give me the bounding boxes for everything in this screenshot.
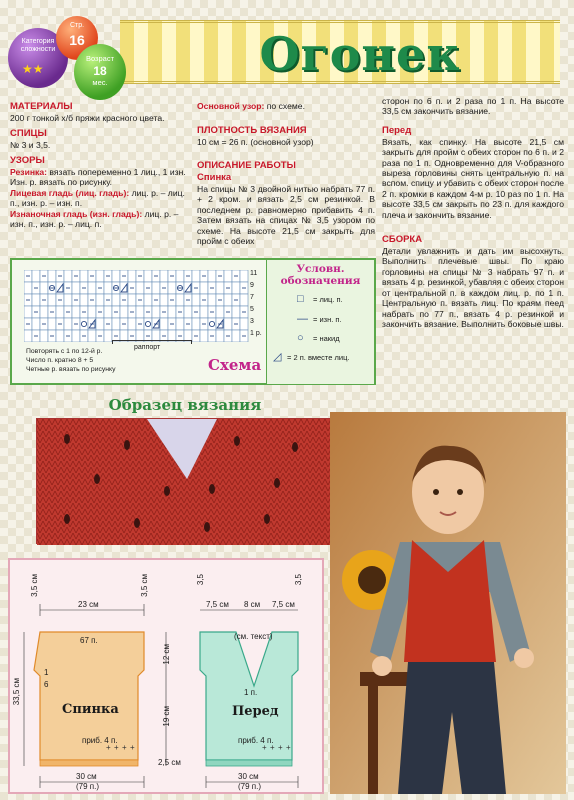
chart-cell — [128, 294, 136, 306]
svg-text:+: + — [122, 743, 127, 752]
needles-text: № 3 и 3,5. — [10, 139, 51, 150]
chart-cell — [88, 282, 96, 294]
back-inc: приб. 4 п. — [82, 736, 118, 745]
legend-item — [297, 332, 366, 345]
schematics-box — [8, 558, 324, 794]
chart-cell — [176, 270, 184, 282]
chart-cell — [240, 294, 248, 306]
back-dec-1: 1 — [44, 668, 49, 677]
rib-text: вязать попеременно 1 лиц., 1 изн. Изн. р. вязать по рисунку. — [10, 166, 186, 188]
chart-cell — [240, 318, 248, 330]
age-label: Возраст — [85, 54, 115, 63]
row-num: 7 — [250, 294, 254, 301]
chart-cell — [24, 282, 32, 294]
chart-cell — [136, 282, 144, 294]
swatch-photo — [36, 418, 332, 544]
note-2: Число п. кратно 8 + 5 — [26, 356, 94, 364]
chart-cell — [32, 270, 40, 282]
chart-cell — [64, 270, 72, 282]
chart-cell — [160, 294, 168, 306]
chart-cell — [192, 318, 200, 330]
chart-cell — [128, 318, 136, 330]
difficulty-stars: ★★ — [22, 62, 44, 76]
back-bottom-sts: (79 п.) — [76, 782, 100, 791]
back-heading: Спинка — [197, 172, 232, 184]
assembly-heading: СБОРКА — [382, 234, 423, 246]
knitting-chart — [24, 270, 264, 342]
chart-cell — [40, 282, 48, 294]
chart-cell — [72, 282, 80, 294]
back-label: Спинка — [62, 702, 119, 717]
front-neck-width: 8 см — [244, 600, 261, 609]
swatch-texture — [37, 419, 333, 545]
chart-cell — [96, 318, 104, 330]
yarn-over-icon: ○ — [297, 331, 304, 344]
row-num: 3 — [250, 318, 254, 325]
svg-text:+: + — [262, 743, 267, 752]
main-text: по схеме. — [266, 101, 305, 111]
svg-text:+: + — [106, 743, 111, 752]
back-rib — [40, 760, 138, 766]
chart-cell — [64, 318, 72, 330]
chart-cell — [152, 306, 160, 318]
patterns-heading: УЗОРЫ — [10, 155, 45, 167]
front-side-right: 3,5 — [294, 574, 303, 586]
back-text: На спицы № 3 двойной нитью набрать 77 п. + 2 кром. и вязать 2,5 см резинкой. В последнем р. равномерно прибавить 4 п. Затем вязать на спицах № 3,5 узором по схеме. На высоте 21,5 см закрыть для пройм с обеих — [197, 183, 375, 247]
legend-item — [297, 313, 366, 326]
page-label: Стр. — [69, 22, 85, 29]
main-pattern — [197, 101, 375, 111]
legend-item — [297, 293, 366, 306]
knit-icon: □ — [297, 293, 304, 306]
chart-cell — [232, 282, 240, 294]
back-top-width: 23 см — [78, 600, 99, 609]
stockinette-pattern — [10, 188, 192, 209]
eyelet — [164, 486, 170, 496]
front-center-st: 1 п. — [244, 688, 258, 697]
chart-cell — [184, 306, 192, 318]
chart-cell — [216, 282, 224, 294]
reverse-label: Изнаночная гладь (изн. гладь): — [10, 208, 143, 219]
purl-icon: — — [297, 312, 308, 325]
front-bottom-sts: (79 п.) — [238, 782, 262, 791]
main-label: Основной узор: — [197, 101, 265, 111]
eyelet — [204, 522, 210, 532]
chart-cell — [176, 318, 184, 330]
back-dec-6: 6 — [44, 680, 49, 689]
chart-cell — [176, 294, 184, 306]
swatch-title: Образец вязания — [108, 396, 262, 414]
legend-text: = накид — [313, 334, 340, 344]
column-work — [197, 96, 375, 247]
height-rib: 2,5 см — [158, 758, 181, 767]
chart-cell — [216, 306, 224, 318]
stockinette-text: лиц. р. – лиц. п., изн. р. – изн. п. — [10, 187, 185, 209]
chart-cell — [200, 282, 208, 294]
column-materials — [10, 96, 192, 230]
chart-cell — [168, 306, 176, 318]
row-num: 9 — [250, 282, 254, 289]
rib-label: Резинка: — [10, 166, 47, 177]
front-neck-note: (см. текст) — [234, 632, 273, 641]
chart-cell — [40, 306, 48, 318]
chart-cell — [232, 306, 240, 318]
note-3: Четные р. вязать по рисунку — [26, 365, 116, 373]
chart-cell — [80, 270, 88, 282]
legend-text: = изн. п. — [313, 314, 342, 324]
chart-cell — [32, 294, 40, 306]
chart-cell — [216, 330, 224, 342]
front-side-left: 3,5 — [196, 574, 205, 586]
chart-cell — [56, 330, 64, 342]
eyelet — [64, 434, 70, 444]
reverse-text: лиц. р. – изн. п., изн. р. – лиц. п. — [10, 208, 179, 230]
chart-cell — [88, 330, 96, 342]
reverse-pattern — [10, 209, 192, 230]
svg-text:+: + — [130, 743, 135, 752]
chart-cell — [48, 294, 56, 306]
front-inc: приб. 4 п. — [238, 736, 274, 745]
page-title: Огонек — [259, 27, 461, 81]
back-top-sts: 67 п. — [80, 636, 98, 645]
chart-cell — [160, 270, 168, 282]
height-body: 19 см — [162, 706, 171, 727]
child-photo — [330, 412, 566, 794]
legend-item — [273, 351, 370, 364]
front-heading: Перед — [382, 124, 412, 136]
chart-cell — [48, 270, 56, 282]
chart-cell — [24, 330, 32, 342]
svg-text:+: + — [270, 743, 275, 752]
chart-cell — [120, 306, 128, 318]
chart-cell — [112, 294, 120, 306]
density-text: 10 см = 26 п. (основной узор) — [197, 137, 314, 148]
page-number: 16 — [69, 32, 85, 48]
chart-cell — [152, 282, 160, 294]
back-height-total: 33,5 см — [12, 678, 21, 706]
category-label: Категория сложности — [20, 38, 56, 53]
chart-cell — [112, 318, 120, 330]
back-side-right: 3,5 см — [140, 574, 149, 597]
height-armhole: 12 см — [162, 644, 171, 665]
chart-cell — [136, 306, 144, 318]
chart-cell — [104, 282, 112, 294]
front-rib — [206, 760, 292, 766]
front-shoulder-left: 7,5 см — [206, 600, 229, 609]
chart-cell — [96, 270, 104, 282]
materials-heading: МАТЕРИАЛЫ — [10, 101, 73, 112]
eyelet — [264, 514, 270, 524]
chart-cell — [72, 330, 80, 342]
legend-title: Условн. обозначения — [280, 263, 361, 287]
rib-pattern — [10, 167, 192, 188]
chart-cell — [104, 330, 112, 342]
chart-cell — [224, 294, 232, 306]
chart-cell — [232, 330, 240, 342]
chart-cell — [144, 294, 152, 306]
eyelet — [134, 518, 140, 528]
chart-cell — [88, 306, 96, 318]
chart-cell — [192, 294, 200, 306]
chart-cell — [40, 330, 48, 342]
column-front — [382, 96, 564, 330]
chart-cell — [200, 330, 208, 342]
chart-cell — [240, 270, 248, 282]
row-num: 1 р. — [250, 330, 262, 337]
chart-cell — [160, 318, 168, 330]
chart-cell — [224, 318, 232, 330]
eyelet — [94, 474, 100, 484]
chart-cell — [112, 270, 120, 282]
back-bottom-width: 30 см — [76, 772, 97, 781]
chart-cell — [144, 270, 152, 282]
front-text: Вязать, как спинку. На высоте 21,5 см закрыть для пройм с обеих сторон по 6 п. и 2 раза по 1 п. Одновременно для V-образного выреза горловины снять центральную п. на вспом. спицу и убавить с обеих сторон после 2 п. кромки в каждом 4-м р. 10 раз по 1 п. На высоте 33,5 см закрыть по 23 п. для каждого плеча и закончить вязание. — [382, 136, 564, 220]
chart-cell — [192, 270, 200, 282]
chart-cell — [56, 306, 64, 318]
chart-cell — [104, 306, 112, 318]
note-1: Повторять с 1 по 12-й р. — [26, 348, 103, 355]
row-num: 11 — [250, 270, 258, 277]
front-label: Перед — [232, 704, 279, 719]
chart-cell — [96, 294, 104, 306]
chart-cell — [224, 270, 232, 282]
chart-notes — [26, 348, 116, 374]
chart-cell — [24, 306, 32, 318]
chart-cell — [208, 270, 216, 282]
eyelet — [292, 442, 298, 452]
work-heading: ОПИСАНИЕ РАБОТЫ — [197, 159, 296, 171]
eyelet — [124, 440, 130, 450]
back-side-left: 3,5 см — [30, 574, 39, 597]
k2tog-icon: ◿ — [273, 351, 282, 364]
age-balloon — [74, 44, 126, 100]
back-continued: сторон по 6 п. и 2 раза по 1 п. На высоте 33,5 см закончить вязание. — [382, 96, 564, 117]
repeat-label: раппорт — [134, 344, 161, 351]
row-num: 5 — [250, 306, 254, 313]
eyelet — [234, 436, 240, 446]
age-value: 18 — [93, 64, 107, 78]
front-bottom-width: 30 см — [238, 772, 259, 781]
chart-cell — [72, 306, 80, 318]
needles-heading: СПИЦЫ — [10, 128, 47, 140]
chart-cell — [208, 294, 216, 306]
front-shoulder-right: 7,5 см — [272, 600, 295, 609]
chart-cell — [48, 318, 56, 330]
photo-illustration — [330, 412, 566, 794]
stockinette-label: Лицевая гладь (лиц. гладь): — [10, 187, 130, 198]
svg-text:+: + — [278, 743, 283, 752]
assembly-text: Детали увлажнить и дать им высохнуть. Выполнить плечевые швы. По краю горловины на спицы № 3 набрать 97 п. и вязать 4 р. резинкой, убавляя с обеих сторон от центральной п. в каждом лиц. р. по 1 п. Центральную п. вязать лиц. По краям пеед набрать по 77 п., вязать 4 р. резинкой и закончить вязание. Выполнить боковые швы. — [382, 246, 564, 330]
materials-text: 200 г тонкой х/б пряжи красного цвета. — [10, 112, 165, 123]
svg-text:+: + — [114, 743, 119, 752]
legend-text: = лиц. п. — [313, 295, 343, 305]
chart-cell — [32, 318, 40, 330]
chart-cell — [64, 294, 72, 306]
chart-cell — [128, 270, 136, 282]
svg-text:+: + — [286, 743, 291, 752]
legend-text: = 2 п. вместе лиц. — [287, 353, 350, 363]
chart-cell — [200, 306, 208, 318]
schema-label: Схема — [208, 356, 262, 374]
eyelet — [64, 514, 70, 524]
legend-box — [266, 260, 374, 384]
eyelet — [274, 478, 280, 488]
age-unit: мес. — [92, 78, 108, 87]
eyelet — [209, 484, 215, 494]
chart-cell — [80, 294, 88, 306]
chart-cell — [168, 282, 176, 294]
density-heading: ПЛОТНОСТЬ ВЯЗАНИЯ — [197, 125, 307, 137]
